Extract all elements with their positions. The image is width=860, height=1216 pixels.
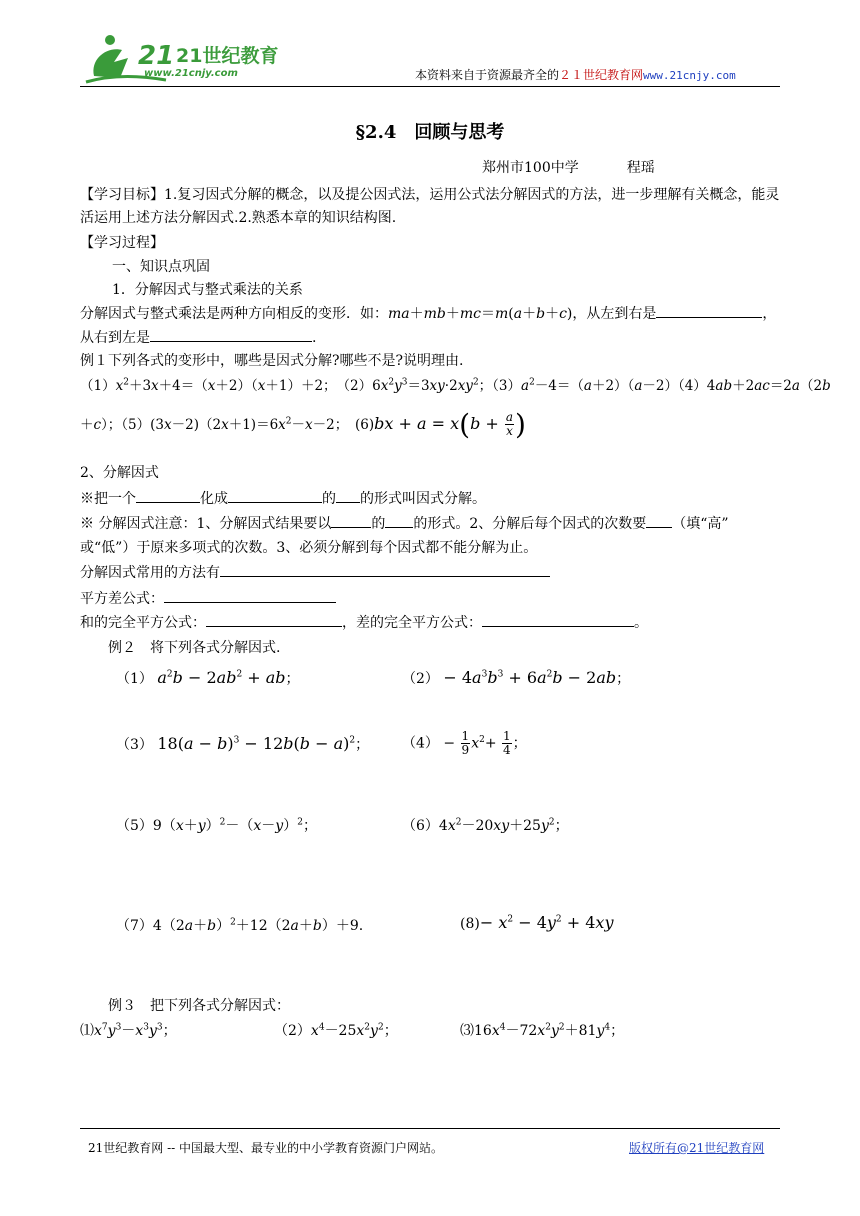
blank-note-2[interactable] bbox=[385, 513, 413, 528]
author-name: 程瑶 bbox=[626, 160, 655, 176]
blank-left-to-right[interactable] bbox=[656, 303, 762, 318]
section-1-heading: 一、知识点巩固 bbox=[112, 259, 210, 275]
definition-line: ※把一个 化成 的 的形式叫因式分解。 bbox=[80, 488, 486, 508]
example-1-title: 例１下列各式的变形中，哪些是因式分解?哪些不是?说明理由. bbox=[80, 353, 464, 369]
example-1-items-2: ＋c）；$(5)(3x-2)(2x+1)=6x^2-x-2$； (6)bx + a = x(b + $\frac{a}{x}$ ) bbox=[80, 408, 526, 441]
example-2-item-4: （4） − $\frac{1}{9}$ $x^2+$ $\frac{1}{4}$ ； bbox=[402, 729, 527, 757]
blank-def-2[interactable] bbox=[228, 488, 322, 503]
logo-text: 21世纪教育 bbox=[176, 45, 279, 67]
relation-text: 分解因式与整式乘法是两种方向相反的变形．如：ma＋mb＋mc＝m(a＋b＋c)，从左到右是 ， bbox=[80, 303, 776, 323]
footer-copyright-link[interactable]: 版权所有@21世纪教育网 bbox=[629, 1141, 765, 1155]
svg-text:21: 21 bbox=[138, 41, 175, 71]
example-1-items: $(1)x^2+3x+4=(x+2)(x+1)+2$； $(2)6x^2y^3=3xy\cdot 2xy^2$；$(3)a^2-4=(a+2)(a-2)(4)4ab+2ac=2a(2b$ bbox=[80, 377, 831, 394]
blank-def-1[interactable] bbox=[136, 488, 200, 503]
author-school: 郑州市100中学 bbox=[482, 160, 579, 176]
blank-def-3[interactable] bbox=[336, 488, 360, 503]
blank-note-3[interactable] bbox=[646, 513, 672, 528]
example-2-item-5: $(5)9(x+y)^2-(x-y)^2$； bbox=[116, 817, 317, 834]
author-line bbox=[482, 157, 655, 177]
blank-diff-squares[interactable] bbox=[164, 588, 336, 603]
example-2-title: 例２ 将下列各式分解因式. bbox=[108, 640, 281, 656]
header-note-brand: ２１世纪教育网 bbox=[559, 68, 644, 82]
header-divider bbox=[80, 86, 780, 87]
example-2-item-7: $(7)4(2a+b)^2+12(2a+b)+9$. bbox=[116, 917, 364, 934]
note-line-1: ※ 分解因式注意：1、分解因式结果要以 的 的形式。2、分解后每个因式的次数要 （填“高” bbox=[80, 513, 729, 533]
example-2-item-3: （3） $18(a - b)^3 - 12b(b - a)^2$； bbox=[116, 734, 370, 753]
note-line-2: 或“低”）于原来多项式的次数。3、必须分解到每个因式都不能分解为止。 bbox=[80, 540, 538, 556]
footer-text: 21世纪教育网 -- 中国最大型、最专业的中小学教育资源门户网站。 bbox=[88, 1141, 444, 1155]
difference-of-squares-line: 平方差公式： bbox=[80, 588, 336, 608]
learning-goals: 【学习目标】1.复习因式分解的概念，以及提公因式法，运用公式法分解因式的方法，进一步理解有关概念，能灵活运用上述方法分解因式.2.熟悉本章的知识结构图. bbox=[80, 187, 780, 226]
example-2-item-1: （1） $a^2b - 2ab^2$ + ab； bbox=[116, 668, 300, 687]
example-2-item-8: $(8)- x^2 - 4y^2 + 4xy$ bbox=[460, 913, 614, 932]
methods-line: 分解因式常用的方法有 bbox=[80, 562, 550, 582]
section-1-1-heading: 1．分解因式与整式乘法的关系 bbox=[112, 282, 303, 298]
example-2-item-6: $(6)4x^2-20xy+25y^2$； bbox=[402, 817, 569, 834]
example-3-item-2: $(2)x^4-25x^2y^2$； bbox=[274, 1022, 398, 1039]
perfect-square-line: 和的完全平方公式： ，差的完全平方公式： 。 bbox=[80, 612, 648, 632]
blank-sum-square[interactable] bbox=[206, 612, 342, 627]
site-logo bbox=[80, 28, 280, 88]
blank-methods[interactable] bbox=[220, 562, 550, 577]
blank-diff-square[interactable] bbox=[482, 612, 634, 627]
logo-url: www.21cnjy.com bbox=[144, 68, 238, 79]
blank-right-to-left[interactable] bbox=[150, 327, 312, 342]
example-2-item-2: $(2) - 4a^3b^3 + 6a^2b - 2ab$； bbox=[402, 668, 631, 687]
example-3-item-1: $⑴x^7y^3-x^3y^3$； bbox=[80, 1022, 177, 1039]
relation-text-2: 从右到左是 . bbox=[80, 327, 316, 347]
header-note-url[interactable]: www.21cnjy.com bbox=[643, 69, 736, 82]
section-2-heading: 2、分解因式 bbox=[80, 465, 159, 481]
page-title: §2.4 回顾与思考 bbox=[355, 122, 505, 143]
header-note: 本资料来自于资源最齐全的２１世纪教育网www.21cnjy.com bbox=[415, 68, 736, 82]
example-3-title: 例３ 把下列各式分解因式： bbox=[108, 998, 290, 1014]
footer-divider bbox=[80, 1128, 780, 1129]
blank-note-1[interactable] bbox=[331, 513, 371, 528]
example-3-item-3: $⑶16x^4-72x^2y^2+81y^4$； bbox=[460, 1022, 625, 1039]
process-label: 【学习过程】 bbox=[80, 235, 164, 251]
